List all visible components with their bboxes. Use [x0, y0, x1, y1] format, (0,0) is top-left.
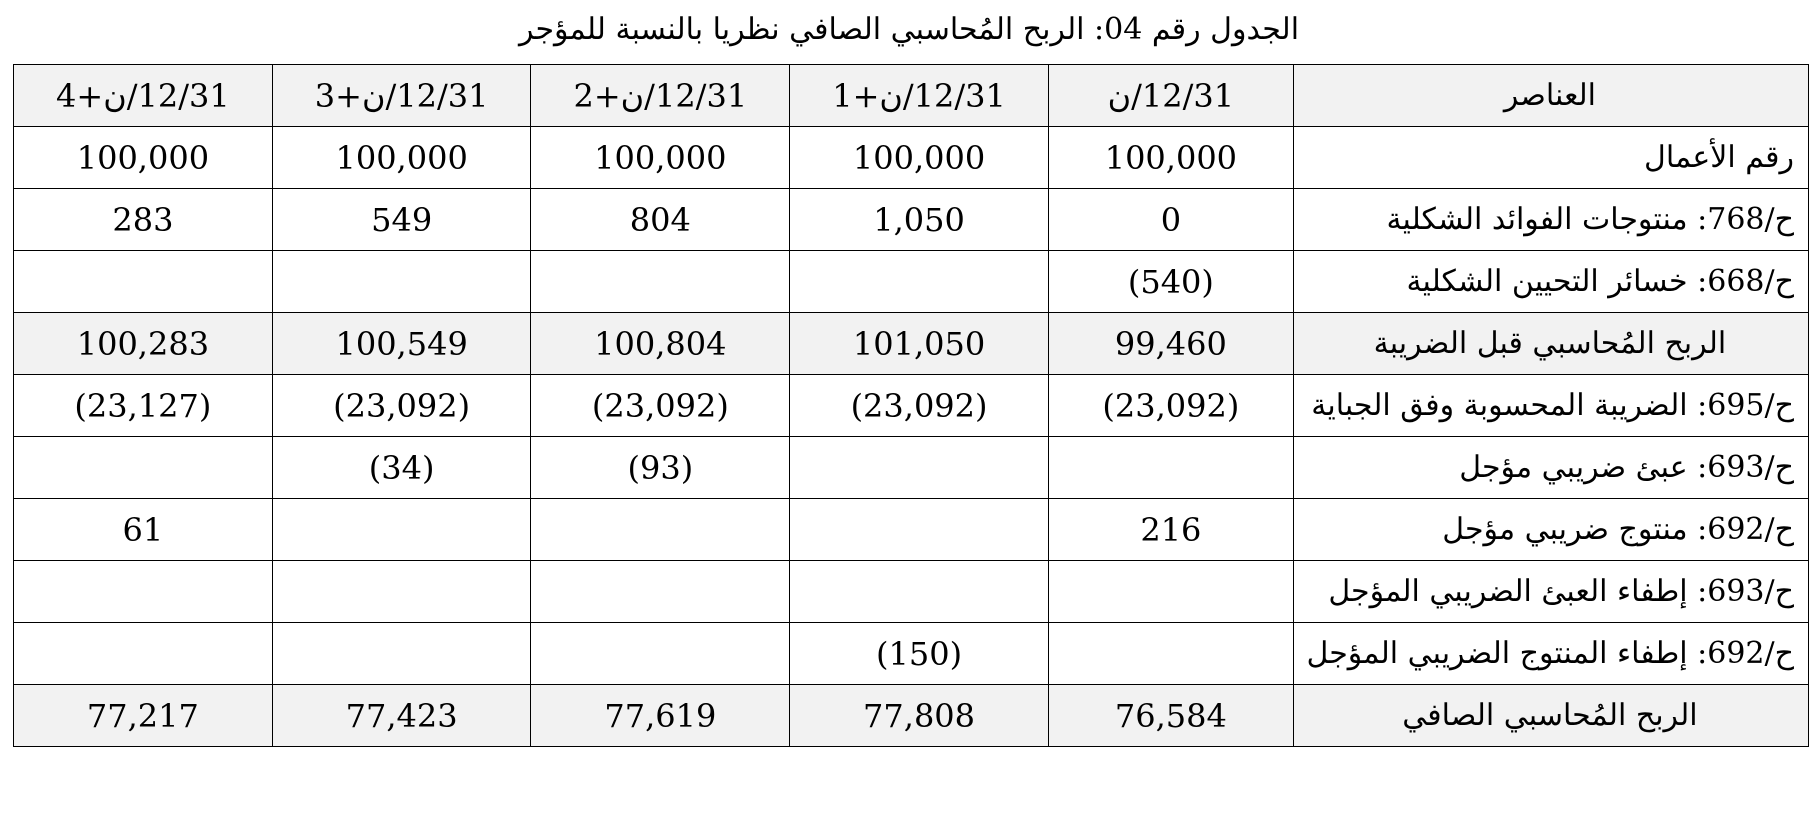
row-value: [531, 561, 790, 623]
row-value: 283: [14, 189, 273, 251]
row-value: 100,283: [14, 313, 273, 375]
header-period-4: 12/31/ن+4: [14, 65, 273, 127]
row-value: [14, 437, 273, 499]
table-caption: الجدول رقم 04: الربح المُحاسبي الصافي نظريا بالنسبة للمؤجر: [518, 12, 1300, 47]
row-value: (23,127): [14, 375, 273, 437]
row-value: 77,423: [272, 685, 531, 747]
table-row: [14, 251, 1809, 313]
header-row: [14, 65, 1809, 127]
row-value: [14, 561, 273, 623]
row-value: [531, 499, 790, 561]
row-value: [790, 251, 1049, 313]
row-value: 99,460: [1048, 313, 1293, 375]
row-value: [14, 623, 273, 685]
row-value: [1048, 561, 1293, 623]
row-value: 77,808: [790, 685, 1049, 747]
row-value: [790, 437, 1049, 499]
row-label: ح/692: إطفاء المنتوج الضريبي المؤجل: [1293, 623, 1808, 685]
row-label: ح/693: عبئ ضريبي مؤجل: [1293, 437, 1808, 499]
row-value: 549: [272, 189, 531, 251]
table-row: [14, 437, 1809, 499]
row-label: الربح المُحاسبي قبل الضريبة: [1293, 313, 1808, 375]
row-value: (150): [790, 623, 1049, 685]
row-label: رقم الأعمال: [1293, 127, 1808, 189]
table-row-subtotal: [14, 313, 1809, 375]
row-value: 100,000: [14, 127, 273, 189]
header-label: العناصر: [1293, 65, 1808, 127]
row-value: 100,000: [272, 127, 531, 189]
row-value: [1048, 437, 1293, 499]
row-value: (23,092): [1048, 375, 1293, 437]
row-label: ح/692: منتوج ضريبي مؤجل: [1293, 499, 1808, 561]
header-period-3: 12/31/ن+3: [272, 65, 531, 127]
table-row: [14, 127, 1809, 189]
row-value: 77,619: [531, 685, 790, 747]
row-value: [1048, 623, 1293, 685]
net-profit-table: [13, 64, 1809, 747]
row-value: [272, 251, 531, 313]
table-row: [14, 375, 1809, 437]
row-value: [531, 623, 790, 685]
row-value: 100,000: [790, 127, 1049, 189]
header-period-2: 12/31/ن+2: [531, 65, 790, 127]
row-value: [790, 561, 1049, 623]
row-label: الربح المُحاسبي الصافي: [1293, 685, 1808, 747]
table-row: [14, 623, 1809, 685]
row-value: (34): [272, 437, 531, 499]
row-label: ح/768: منتوجات الفوائد الشكلية: [1293, 189, 1808, 251]
table-row: [14, 499, 1809, 561]
row-label: ح/695: الضريبة المحسوبة وفق الجباية: [1293, 375, 1808, 437]
row-value: 0: [1048, 189, 1293, 251]
row-value: [272, 623, 531, 685]
row-value: [272, 499, 531, 561]
row-value: 77,217: [14, 685, 273, 747]
row-value: 100,549: [272, 313, 531, 375]
row-value: (23,092): [790, 375, 1049, 437]
row-value: (23,092): [272, 375, 531, 437]
row-value: 76,584: [1048, 685, 1293, 747]
row-value: (540): [1048, 251, 1293, 313]
row-value: 216: [1048, 499, 1293, 561]
row-value: 101,050: [790, 313, 1049, 375]
row-value: 61: [14, 499, 273, 561]
table-row: [14, 561, 1809, 623]
row-value: 804: [531, 189, 790, 251]
table-row: [14, 189, 1809, 251]
row-value: [790, 499, 1049, 561]
row-value: 100,804: [531, 313, 790, 375]
row-value: [14, 251, 273, 313]
row-value: (93): [531, 437, 790, 499]
header-period-1: 12/31/ن+1: [790, 65, 1049, 127]
row-value: 100,000: [1048, 127, 1293, 189]
table-row-total: [14, 685, 1809, 747]
row-label: ح/668: خسائر التحيين الشكلية: [1293, 251, 1808, 313]
row-label: ح/693: إطفاء العبئ الضريبي المؤجل: [1293, 561, 1808, 623]
header-period-0: 12/31/ن: [1048, 65, 1293, 127]
row-value: [531, 251, 790, 313]
row-value: 100,000: [531, 127, 790, 189]
row-value: 1,050: [790, 189, 1049, 251]
row-value: [272, 561, 531, 623]
row-value: (23,092): [531, 375, 790, 437]
